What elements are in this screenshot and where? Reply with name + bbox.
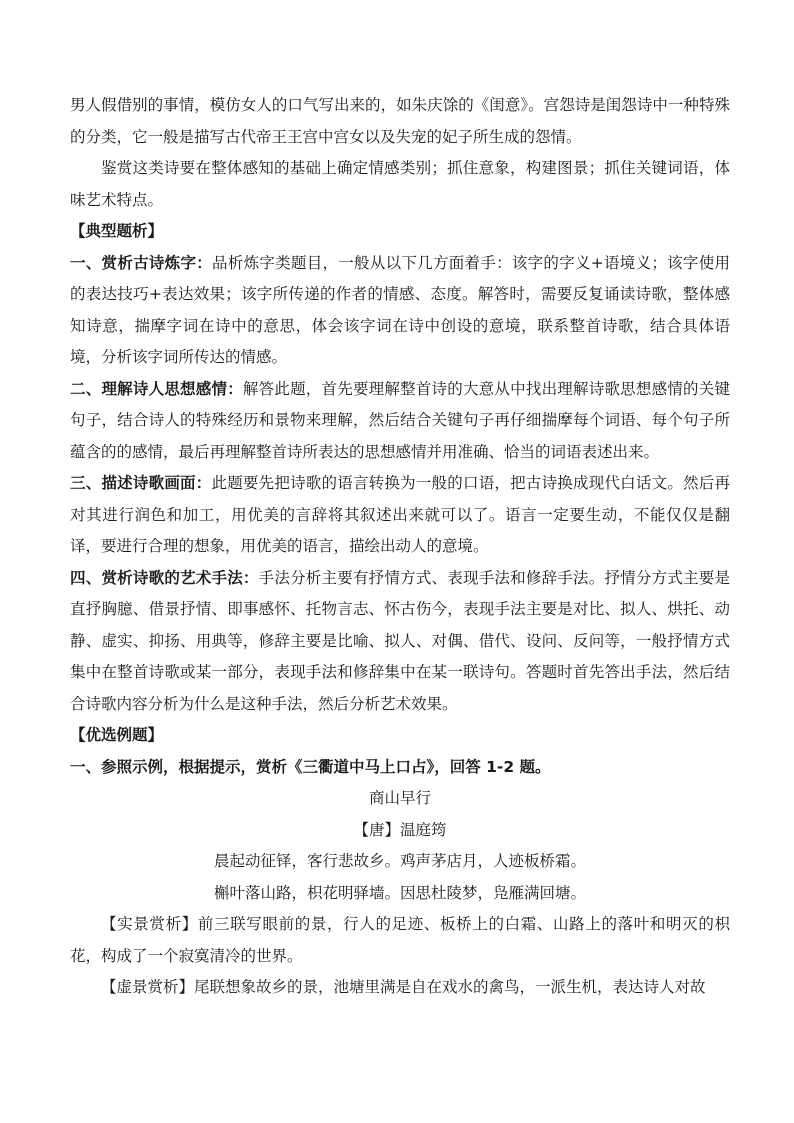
analysis-text-virtual: 尾联想象故乡的景，池塘里满是自在戏水的禽鸟，一派生机，表达诗人对故 — [194, 978, 706, 996]
method-paragraph-2 — [70, 374, 730, 469]
method-text-2: 解答此题，首先要理解整首诗的大意从中找出理解诗歌思想感情的关键句子，结合诗人的特殊经历和景物来理解，然后结合关键句子再仔细揣摩每个词语、每个句子所蕴含的的感情，最后再理解整首诗所表达的思想感情并用准确、恰当的词语表述出来。 — [70, 379, 730, 461]
poem-line-2: 槲叶落山路，枳花明驿墙。因思杜陵梦，凫雁满回塘。 — [213, 883, 586, 902]
method-paragraph-3 — [70, 468, 730, 563]
method-label-1: 一、赏析古诗炼字： — [70, 253, 213, 272]
examples-heading: 【优选例题】 — [70, 726, 164, 744]
analysis-paragraph-real — [70, 909, 730, 972]
analysis-label-virtual: 【虚景赏析】 — [101, 978, 195, 996]
method-label-4: 四、赏析诗歌的艺术手法： — [70, 568, 259, 587]
method-label-3: 三、描述诗歌画面： — [70, 474, 212, 492]
method-text-3: 此题要先把诗歌的语言转换为一般的口语，把古诗换成现代白话文。然后再对其进行润色和加工，用优美的言辞将其叙述出来就可以了。语言一定要生动，不能仅仅是翻译，要进行合理的想象，用优美的语言，描绘出动人的意境。 — [70, 474, 730, 555]
method-paragraph-1 — [70, 248, 730, 374]
typical-analysis-heading: 【典型题析】 — [70, 222, 164, 240]
method-text-1: 品析炼字类题目，一般从以下几方面着手：该字的字义+语境义；该字使用的表达技巧+表达效果；该字所传递的作者的情感、态度。解答时，需要反复诵读诗歌，整体感知诗意，揣摩字词在诗中的意思，体会该字词在诗中创设的意境，联系整首诗歌，结合具体语境，分析该字词所传达的情感。 — [70, 253, 730, 366]
intro-paragraph: 男人假借别的事情，模仿女人的口气写出来的，如朱庆馀的《闺意》。宫怨诗是闺怨诗中一种特殊的分类，它一般是描写古代帝王王宫中宫女以及失宠的妃子所生成的怨情。 — [70, 96, 730, 146]
document-body — [70, 90, 730, 1004]
poem-author: 【唐】温庭筠 — [353, 820, 447, 839]
analysis-label-real: 【实景赏析】 — [101, 915, 198, 933]
method-label-2: 二、理解诗人思想感情： — [70, 379, 243, 398]
method-paragraph-4 — [70, 563, 730, 721]
appreciation-paragraph: 鉴赏这类诗要在整体感知的基础上确定情感类别；抓住意象，构建图景；抓住关键词语，体味艺术特点。 — [70, 159, 730, 209]
method-text-4: 手法分析主要有抒情方式、表现手法和修辞手法。抒情分方式主要是直抒胸臆、借景抒情、即事感怀、托物言志、怀古伤今，表现手法主要是对比、拟人、烘托、动静、虚实、抑扬、用典等，修辞主要是比喻、拟人、对偶、借代、设问、反问等，一般抒情方式集中在整首诗歌或某一部分，表现手法和修辞集中在某一联诗句。答题时首先答出手法，然后结合诗歌内容分析为什么是这种手法，然后分析艺术效果。 — [70, 568, 730, 713]
analysis-text-real: 前三联写眼前的景，行人的足迹、板桥上的白霜、山路上的落叶和明灭的枳花，构成了一个寂寞清冷的世界。 — [70, 915, 730, 965]
example-question: 一、参照示例，根据提示，赏析《三衢道中马上口占》，回答 1-2 题。 — [70, 757, 551, 776]
analysis-paragraph-virtual — [70, 972, 730, 1004]
poem-title: 商山早行 — [368, 789, 431, 807]
poem-line-1: 晨起动征铎，客行悲故乡。鸡声茅店月，人迹板桥霜。 — [213, 852, 586, 870]
